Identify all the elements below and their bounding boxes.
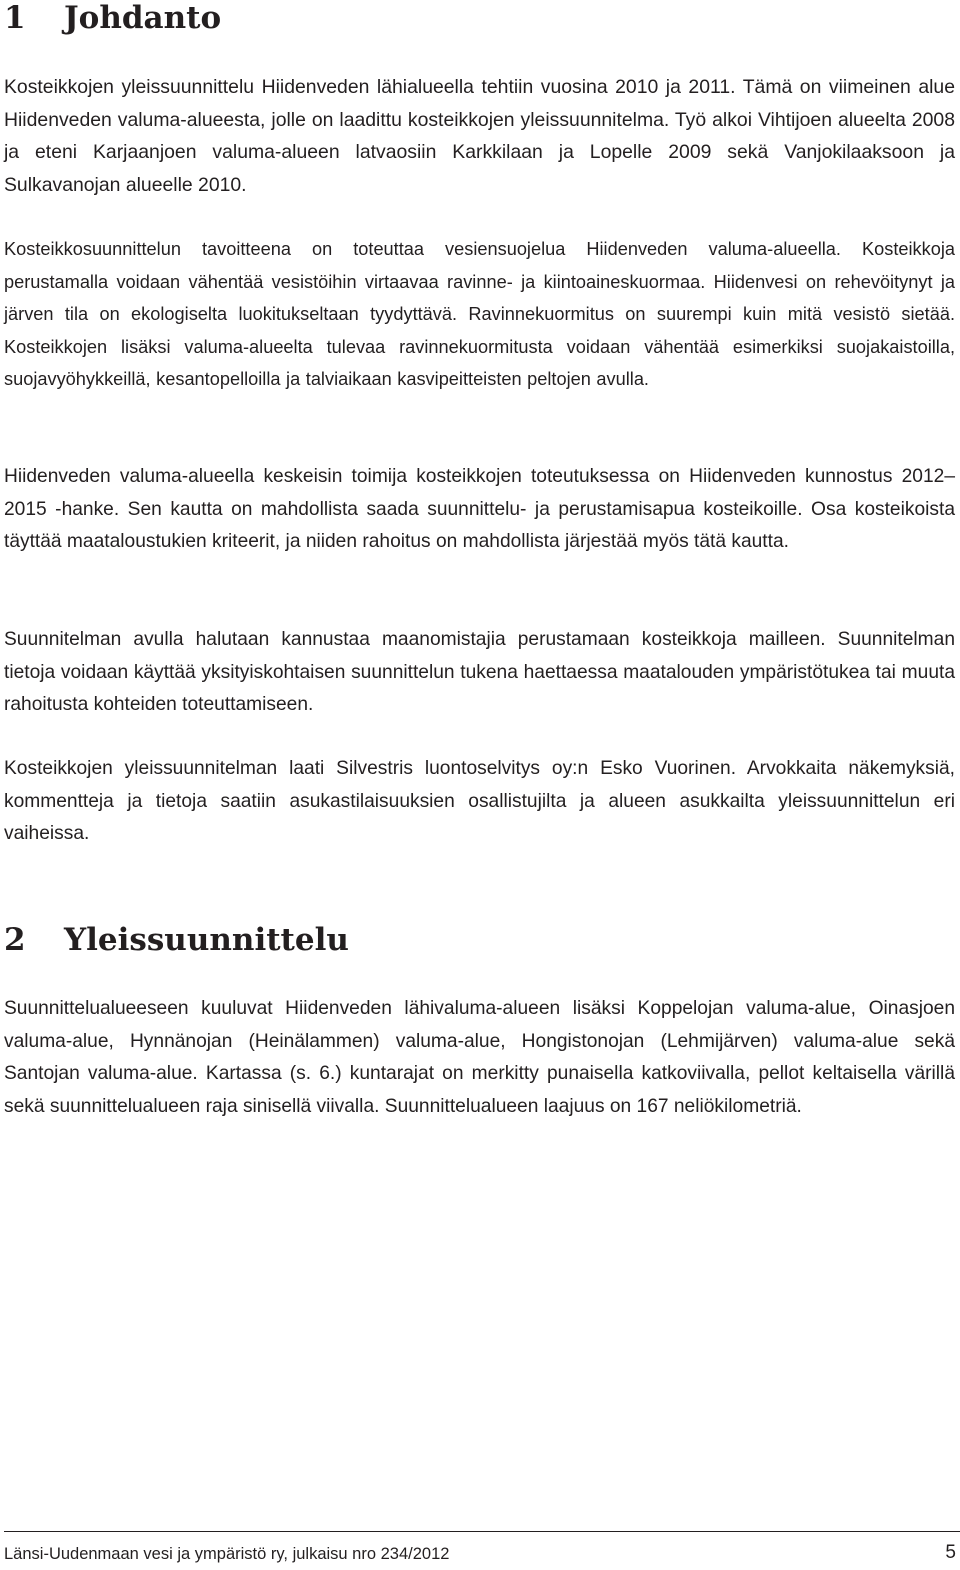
section-heading-yleissuunnittelu bbox=[4, 922, 349, 958]
paragraph: Kosteikkojen yleissuunnitelman laati Silvestris luontoselvitys oy:n Esko Vuorinen. Arvokkaita näkemyksiä, kommentteja ja tietoja saatiin asukastilaisuuksien osallistujilta ja alueen asukkailta yleissuunnittelun eri vaiheissa. bbox=[4, 758, 955, 844]
section-title: Johdanto bbox=[64, 0, 222, 36]
section-title: Yleissuunnittelu bbox=[64, 922, 349, 958]
page-number: 5 bbox=[945, 1542, 956, 1563]
section-heading-johdanto bbox=[4, 0, 221, 36]
paragraph: Suunnittelualueeseen kuuluvat Hiidenveden lähivaluma-alueen lisäksi Koppelojan valuma-alue, Oinasjoen valuma-alue, Hynnänojan (Heinälammen) valuma-alue, Hongistonojan (Lehmijärven) valuma-alue sekä Santojan valuma-alue. Kartassa (s. 6.) kuntarajat on merkitty punaisella katkoviivalla, pellot keltaisella värillä sekä suunnittelualueen raja sinisellä viivalla. Suunnittelualueen laajuus on 167 neliökilometriä. bbox=[4, 998, 955, 1117]
footer-publication: Länsi-Uudenmaan vesi ja ympäristö ry, julkaisu nro 234/2012 bbox=[4, 1545, 450, 1563]
section-number: 1 bbox=[4, 0, 26, 36]
paragraph: Kosteikkosuunnittelun tavoitteena on toteuttaa vesiensuojelua Hiidenveden valuma-alueella. Kosteikkoja perustamalla voidaan vähentää vesistöihin virtaavaa ravinne- ja kiintoaineskuormaa. Hiidenvesi on rehevöitynyt ja järven tila on ekologiselta luokitukseltaan tyydyttävä. Ravinnekuormitus on suurempi kuin mitä vesistö sietää. Kosteikkojen lisäksi valuma-alueelta tulevaa ravinnekuormitusta voidaan vähentää esimerkiksi suojakaistoilla, suojavyöhykkeillä, kesantopelloilla ja talviaikaan kasvipeitteisten peltojen avulla. bbox=[4, 239, 955, 389]
section-number: 2 bbox=[4, 922, 26, 958]
paragraph: Kosteikkojen yleissuunnittelu Hiidenveden lähialueella tehtiin vuosina 2010 ja 2011. Tämä on viimeinen alue Hiidenveden valuma-alueesta, jolle on laadittu kosteikkojen yleissuunnitelma. Työ alkoi Vihtijoen alueelta 2008 ja eteni Karjaanjoen valuma-alueen latvaosiin Karkkilaan ja Lopelle 2009 sekä Vanjokilaaksoon ja Sulkavanojan alueelle 2010. bbox=[4, 76, 955, 196]
paragraph: Suunnitelman avulla halutaan kannustaa maanomistajia perustamaan kosteikkoja mailleen. Suunnitelman tietoja voidaan käyttää yksityiskohtaisen suunnittelun tukena haettaessa maatalouden ympäristötukea tai muuta rahoitusta kohteiden toteuttamiseen. bbox=[4, 629, 955, 715]
footer-divider bbox=[4, 1531, 960, 1532]
paragraph: Hiidenveden valuma-alueella keskeisin toimija kosteikkojen toteutuksessa on Hiidenveden kunnostus 2012–2015 -hanke. Sen kautta on mahdollista saada suunnittelu- ja perustamisapua kosteikoille. Osa kosteikoista täyttää maataloustukien kriteerit, ja niiden rahoitus on mahdollista järjestää myös tätä kautta. bbox=[4, 466, 955, 552]
